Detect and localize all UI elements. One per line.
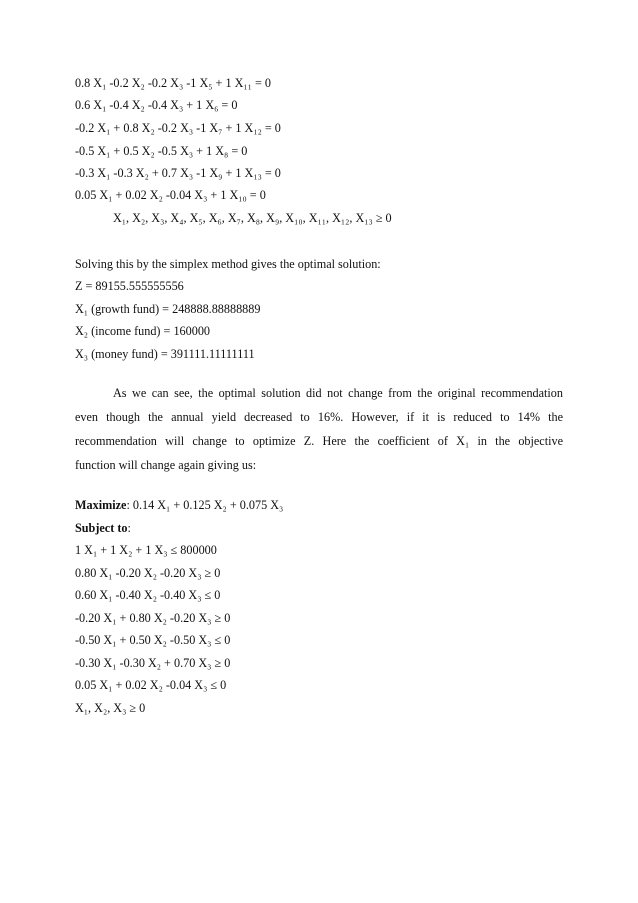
model-constraint: 0.60 X₁ -0.40 X₂ -0.40 X₃ ≤ 0 [75,588,221,602]
subject-to-label: Subject to [75,521,128,535]
paragraph-line-2: even though the annual yield decreased to 16%. However, if it is reduced to 14% the [75,410,563,424]
model-constraint: -0.50 X₁ + 0.50 X₂ -0.50 X₃ ≤ 0 [75,633,231,647]
constraint-line: 0.6 X₁ -0.4 X₂ -0.4 X₃ + 1 X₆ = 0 [75,98,238,112]
subject-to-heading [75,520,131,536]
constraint-line: 0.8 X₁ -0.2 X₂ -0.2 X₃ -1 X₅ + 1 X₁₁ = 0 [75,76,271,90]
maximize-label: Maximize [75,498,127,512]
solution-x3: X₃ (money fund) = 391111.11111111 [75,347,255,361]
objective-function [75,497,283,513]
constraint-line: -0.2 X₁ + 0.8 X₂ -0.2 X₃ -1 X₇ + 1 X₁₂ = 0 [75,121,281,135]
nonnegativity-constraint: X₁, X₂, X₃, X₄, X₅, X₆, X₇, X₈, X₉, X₁₀, X₁₁, X₁₂, X₁₃ ≥ 0 [113,211,392,225]
subject-to-colon: : [127,521,131,535]
solution-intro: Solving this by the simplex method gives the optimal solution: [75,257,381,271]
solution-x2: X₂ (income fund) = 160000 [75,324,211,338]
model-nonnegativity: X₁, X₂, X₃ ≥ 0 [75,701,146,715]
solution-x1: X₁ (growth fund) = 248888.88888889 [75,302,261,316]
constraint-line: -0.5 X₁ + 0.5 X₂ -0.5 X₃ + 1 X₈ = 0 [75,144,248,158]
paragraph-line-4: function will change again giving us: [75,458,257,472]
objective-value: Z = 89155.555555556 [75,279,184,293]
model-constraint: -0.20 X₁ + 0.80 X₂ -0.20 X₃ ≥ 0 [75,611,231,625]
paragraph-line-3: recommendation will change to optimize Z. Here the coefficient of X₁ in the objective [75,434,563,448]
paragraph-line-1: As we can see, the optimal solution did not change from the original recommendation [113,386,563,400]
model-constraint: 0.05 X₁ + 0.02 X₂ -0.04 X₃ ≤ 0 [75,678,227,692]
model-constraint: 0.80 X₁ -0.20 X₂ -0.20 X₃ ≥ 0 [75,566,221,580]
objective-expression: : 0.14 X₁ + 0.125 X₂ + 0.075 X₃ [126,498,284,512]
model-constraint: 1 X₁ + 1 X₂ + 1 X₃ ≤ 800000 [75,543,217,557]
constraint-line: -0.3 X₁ -0.3 X₂ + 0.7 X₃ -1 X₉ + 1 X₁₃ = 0 [75,166,281,180]
constraint-line: 0.05 X₁ + 0.02 X₂ -0.04 X₃ + 1 X₁₀ = 0 [75,188,266,202]
model-constraint: -0.30 X₁ -0.30 X₂ + 0.70 X₃ ≥ 0 [75,656,231,670]
